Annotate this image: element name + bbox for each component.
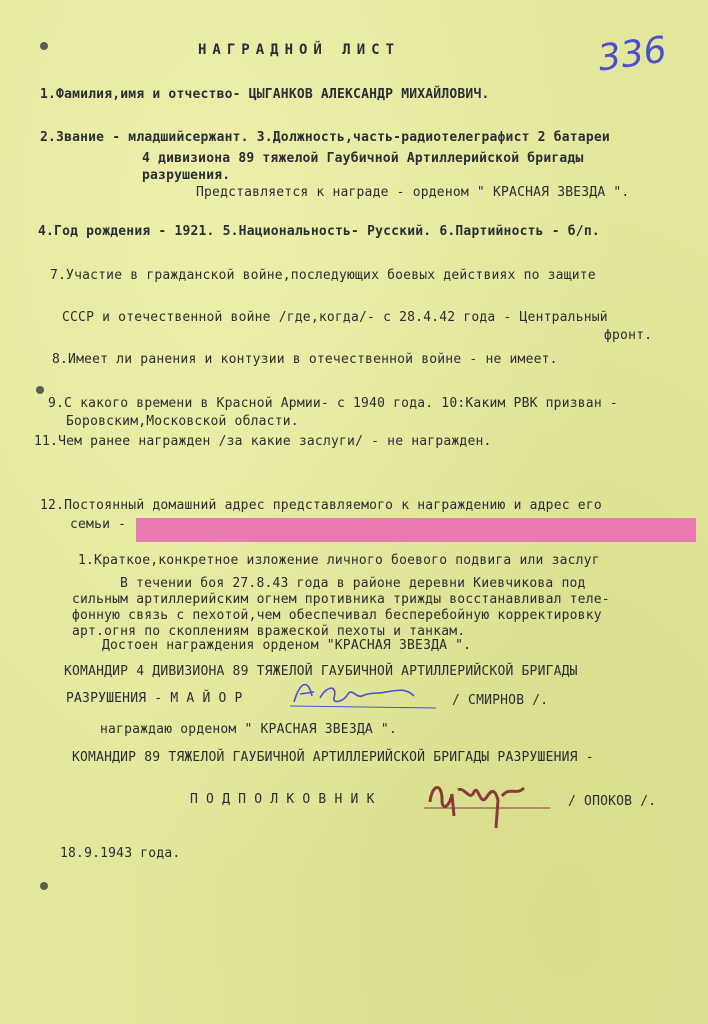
archive-number: 336 [595, 29, 670, 80]
hole-punch-mark [40, 882, 48, 890]
line-summary-heading: 1.Краткое,конкретное изложение личного боевого подвига или заслуг [78, 553, 600, 568]
line-award-proposed: Представляется к награде - орденом " КРАСНАЯ ЗВЕЗДА ". [196, 185, 630, 200]
line-wounds: 8.Имеет ли ранения и контузии в отечественной войне - не имеет. [52, 352, 558, 367]
line-unit-cont: разрушения. [142, 168, 231, 183]
signature-lt-colonel [420, 766, 560, 836]
line-deed-2: сильным артиллерийским огнем противника трижды восстанавливал теле- [72, 592, 610, 607]
line-brigade-commander-title: КОМАНДИР 89 ТЯЖЕЛОЙ ГАУБИЧНОЙ АРТИЛЛЕРИЙСКОЙ БРИГАДЫ РАЗРУШЕНИЯ - [72, 750, 594, 765]
signature-major [286, 672, 446, 714]
hole-punch-mark [36, 386, 44, 394]
line-participation: 7.Участие в гражданской войне,последующих боевых действиях по защите [50, 268, 596, 283]
line-family: семьи - [70, 517, 127, 532]
line-deed-3: фонную связь с пехотой,чем обеспечивал бесперебойную корректировку [72, 608, 602, 623]
line-front: фронт. [604, 328, 653, 343]
line-rvk: Боровским,Московской области. [66, 414, 299, 429]
line-date: 18.9.1943 года. [60, 846, 181, 861]
line-address: 12.Постоянный домашний адрес представляемого к награждению и адрес его [40, 498, 602, 513]
line-name: 1.Фамилия,имя и отчество- ЦЫГАНКОВ АЛЕКСАНДР МИХАЙЛОВИЧ. [40, 87, 490, 102]
line-brigade-commander-name: / ОПОКОВ /. [568, 794, 657, 809]
page-title: НАГРАДНОЙ ЛИСТ [198, 42, 401, 58]
line-birth-nationality: 4.Год рождения - 1921. 5.Национальность- Русский. 6.Партийность - б/п. [38, 224, 600, 239]
line-deed-1: В течении боя 27.8.43 года в районе деревни Киевчикова под [120, 576, 586, 591]
line-commander-title: КОМАНДИР 4 ДИВИЗИОНА 89 ТЯЖЕЛОЙ ГАУБИЧНОЙ АРТИЛЛЕРИЙСКОЙ БРИГАДЫ [64, 664, 578, 679]
line-rank-position: 2.Звание - младшийсержант. 3.Должность,часть-радиотелеграфист 2 батареи [40, 130, 610, 145]
line-award-decision: награждаю орденом " КРАСНАЯ ЗВЕЗДА ". [100, 722, 397, 737]
line-unit: 4 дивизиона 89 тяжелой Гаубичной Артиллерийской бригады [142, 151, 584, 166]
line-commander-rank: РАЗРУШЕНИЯ - М А Й О Р [66, 691, 243, 706]
line-deed-5: Достоен награждения орденом "КРАСНАЯ ЗВЕЗДА ". [102, 638, 472, 653]
line-deed-4: арт.огня по скоплениям вражеской пехоты и танкам. [72, 624, 466, 639]
line-commander-name: / СМИРНОВ /. [452, 693, 549, 708]
hole-punch-mark [40, 42, 48, 50]
line-previous-awards: 11.Чем ранее награжден /за какие заслуги/ - не награжден. [34, 434, 492, 449]
line-brigade-commander-rank: П О Д П О Л К О В Н И К [190, 792, 375, 807]
line-front-service: СССР и отечественной войне /где,когда/- с 28.4.42 года - Центральный [62, 310, 608, 325]
line-service-start: 9.С какого времени в Красной Армии- с 1940 года. 10:Каким РВК призван - [48, 396, 618, 411]
redaction-bar [136, 518, 696, 542]
